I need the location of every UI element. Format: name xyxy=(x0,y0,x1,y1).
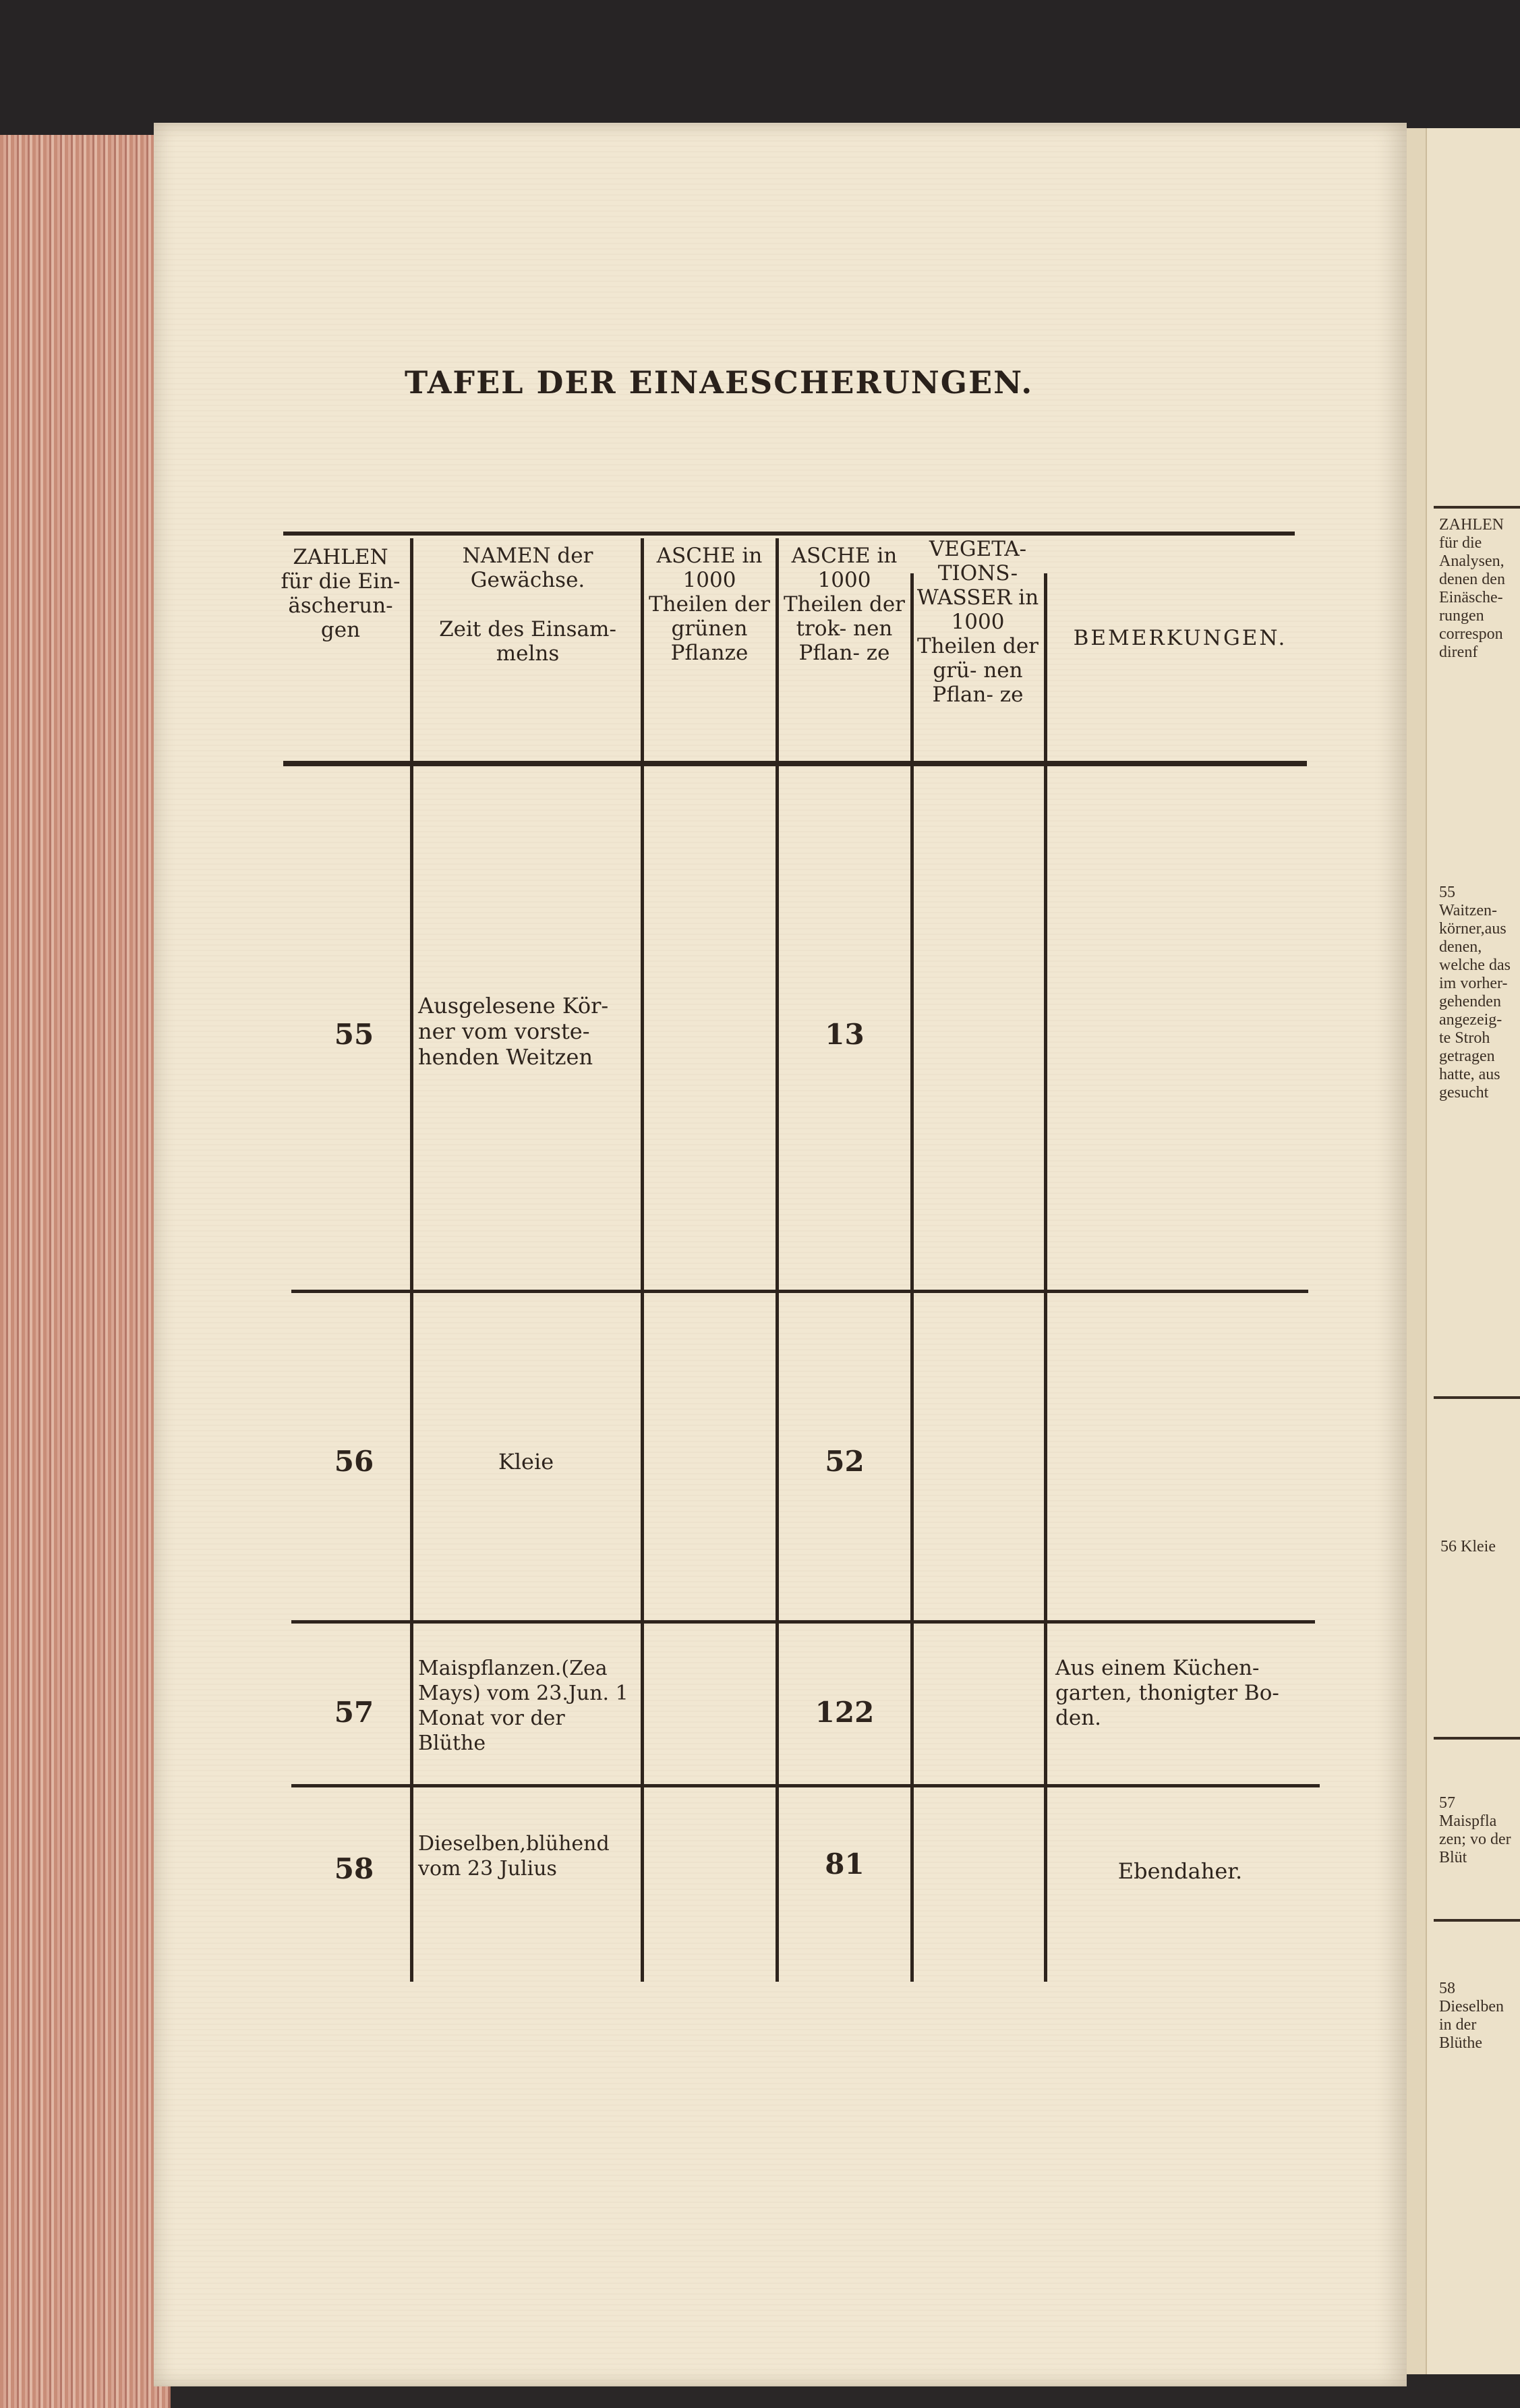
row-name: Maispflanzen.(Zea Mays) vom 23.Jun. 1 Monat vor der Blüthe xyxy=(418,1657,629,1755)
facing-rule xyxy=(1434,1919,1520,1922)
column-rule xyxy=(1044,573,1047,1982)
column-rule xyxy=(910,573,914,1982)
dark-background xyxy=(0,0,1520,135)
facing-entry-56: 56 Kleie xyxy=(1440,1538,1496,1555)
row-bemerkung: Ebendaher. xyxy=(1117,1858,1243,1884)
book-page-edges xyxy=(0,135,171,2408)
facing-entry-58: 58 Dieselben in der Blüthe xyxy=(1439,1980,1504,2052)
header-namen: NAMEN der Gewächse. xyxy=(462,544,593,592)
column-rule xyxy=(641,538,644,1982)
row-name: Ausgelesene Kör- ner vom vorste- henden Weitzen xyxy=(418,993,609,1070)
row-asche-trocken: 13 xyxy=(825,1018,865,1051)
header-vegetationswasser: VEGETA- TIONS- WASSER in 1000 Theilen der grü- nen Pflan- ze xyxy=(916,537,1039,707)
row-bemerkung: Aus einem Küchen- garten, thonigter Bo- den. xyxy=(1055,1656,1279,1730)
header-zahlen: ZAHLEN für die Ein- äscherun- gen xyxy=(281,545,401,642)
column-rule xyxy=(776,538,779,1982)
facing-rule xyxy=(1434,1396,1520,1399)
row-rule xyxy=(291,1620,1315,1624)
row-rule xyxy=(291,1784,1320,1787)
row-number: 56 xyxy=(334,1445,374,1478)
row-name: Kleie xyxy=(498,1449,554,1474)
header-bemerkungen: BEMERKUNGEN. xyxy=(1073,626,1287,650)
row-number: 57 xyxy=(334,1696,374,1729)
page-title: TAFEL DER EINAESCHERUNGEN. xyxy=(405,364,1034,401)
facing-rule xyxy=(1434,506,1520,509)
book-page xyxy=(154,123,1407,2386)
column-rule xyxy=(410,538,413,1982)
header-asche-trocken: ASCHE in 1000 Theilen der trok- nen Pflan- ze xyxy=(784,544,905,665)
facing-rule xyxy=(1434,1737,1520,1740)
header-zeit: Zeit des Einsam- melns xyxy=(439,617,616,666)
facing-entry-55: 55 Waitzen- körner,aus denen, welche das im vorher- gehenden angezeig- te Stroh getragen hatte, aus gesucht xyxy=(1439,884,1511,1101)
row-asche-trocken: 81 xyxy=(825,1847,865,1881)
row-number: 55 xyxy=(334,1018,374,1051)
table-top-rule xyxy=(283,532,1295,536)
row-asche-trocken: 122 xyxy=(815,1696,875,1729)
header-asche-gruen: ASCHE in 1000 Theilen der grünen Pflanze xyxy=(649,544,770,665)
row-rule xyxy=(291,1290,1308,1293)
row-name: Dieselben,blühend vom 23 Julius xyxy=(418,1832,610,1881)
header-bottom-rule xyxy=(283,761,1307,766)
facing-entry-57: 57 Maispfla zen; vo der Blüt xyxy=(1439,1794,1511,1866)
row-number: 58 xyxy=(334,1852,374,1885)
row-asche-trocken: 52 xyxy=(825,1445,865,1478)
facing-header: ZAHLEN für die Analysen, denen den Einäsche- rungen correspon direnf xyxy=(1439,516,1505,661)
